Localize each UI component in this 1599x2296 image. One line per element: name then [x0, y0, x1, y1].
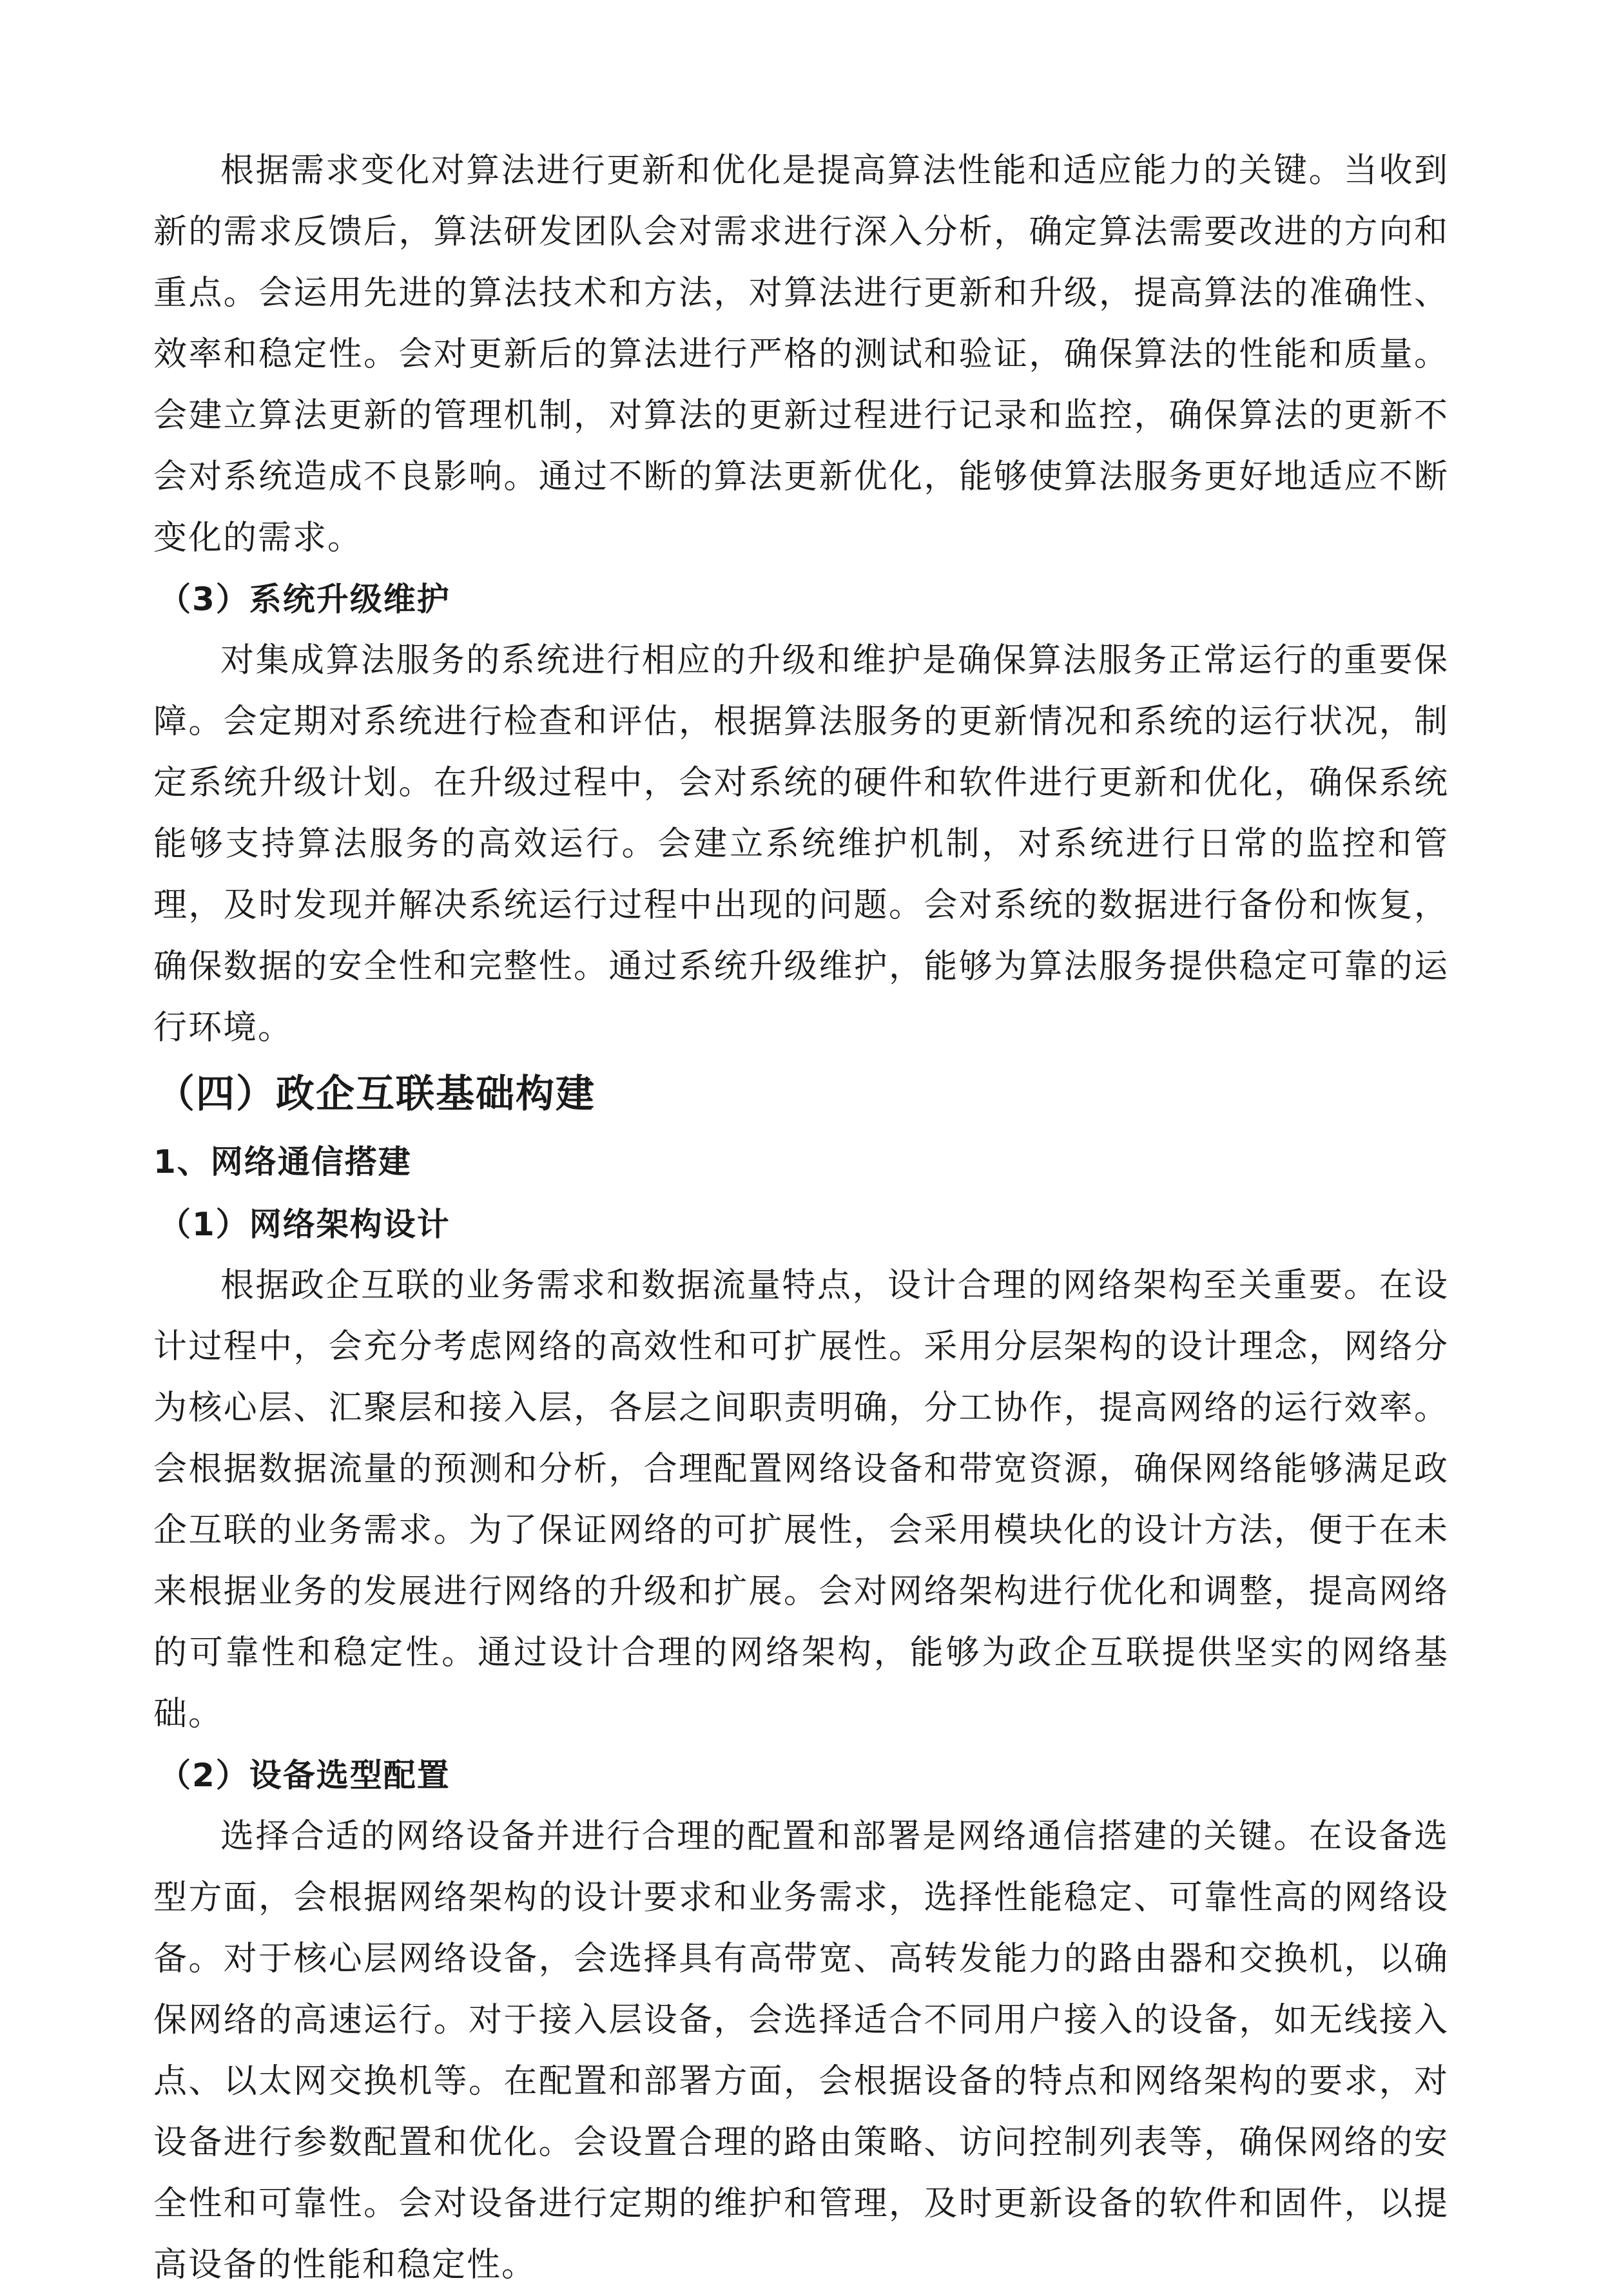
heading-network-setup: 1、网络通信搭建: [153, 1143, 412, 1181]
paragraph-algorithm-update: 根据需求变化对算法进行更新和优化是提高算法性能和适应能力的关键。当收到新的需求反馈后，算法研发团队会对需求进行深入分析，确定算法需要改进的方向和重点。会运用先进的算法技术和方法，对算法进行更新和升级，提高算法的准确性、效率和稳定性。会对更新后的算法进行严格的测试和验证，确保算法的性能和质量。会建立算法更新的管理机制，对算法的更新过程进行记录和监控，确保算法的更新不会对系统造成不良影响。通过不断的算法更新优化，能够使算法服务更好地适应不断变化的需求。: [153, 151, 1449, 557]
paragraph-system-maintenance: 对集成算法服务的系统进行相应的升级和维护是确保算法服务正常运行的重要保障。会定期对系统进行检查和评估，根据算法服务的更新情况和系统的运行状况，制定系统升级计划。在升级过程中，会对系统的硬件和软件进行更新和优化，确保系统能够支持算法服务的高效运行。会建立系统维护机制，对系统进行日常的监控和管理，及时发现并解决系统运行过程中出现的问题。会对系统的数据进行备份和恢复，确保数据的安全性和完整性。通过系统升级维护，能够为算法服务提供稳定可靠的运行环境。: [153, 641, 1449, 1047]
document-body: [153, 140, 1449, 2296]
paragraph-device-selection: 选择合适的网络设备并进行合理的配置和部署是网络通信搭建的关键。在设备选型方面，会根据网络架构的设计要求和业务需求，选择性能稳定、可靠性高的网络设备。对于核心层网络设备，会选择具有高带宽、高转发能力的路由器和交换机，以确保网络的高速运行。对于接入层设备，会选择适合不同用户接入的设备，如无线接入点、以太网交换机等。在配置和部署方面，会根据设备的特点和网络架构的要求，对设备进行参数配置和优化。会设置合理的路由策略、访问控制列表等，确保网络的安全性和可靠性。会对设备进行定期的维护和管理，及时更新设备的软件和固件，以提高设备的性能和稳定性。: [153, 1817, 1449, 2284]
paragraph-network-architecture: 根据政企互联的业务需求和数据流量特点，设计合理的网络架构至关重要。在设计过程中，会充分考虑网络的高效性和可扩展性。采用分层架构的设计理念，网络分为核心层、汇聚层和接入层，各层之间职责明确，分工协作，提高网络的运行效率。会根据数据流量的预测和分析，合理配置网络设备和带宽资源，确保网络能够满足政企互联的业务需求。为了保证网络的可扩展性，会采用模块化的设计方法，便于在未来根据业务的发展进行网络的升级和扩展。会对网络架构进行优化和调整，提高网络的可靠性和稳定性。通过设计合理的网络架构，能够为政企互联提供坚实的网络基础。: [153, 1266, 1449, 1733]
section-heading-gov-enterprise: （四）政企互联基础构建: [156, 1072, 596, 1117]
subheading-system-upgrade: （3）系统升级维护: [159, 581, 451, 618]
subheading-network-architecture: （1）网络架构设计: [159, 1206, 451, 1243]
subheading-device-selection: （2）设备选型配置: [159, 1757, 451, 1794]
